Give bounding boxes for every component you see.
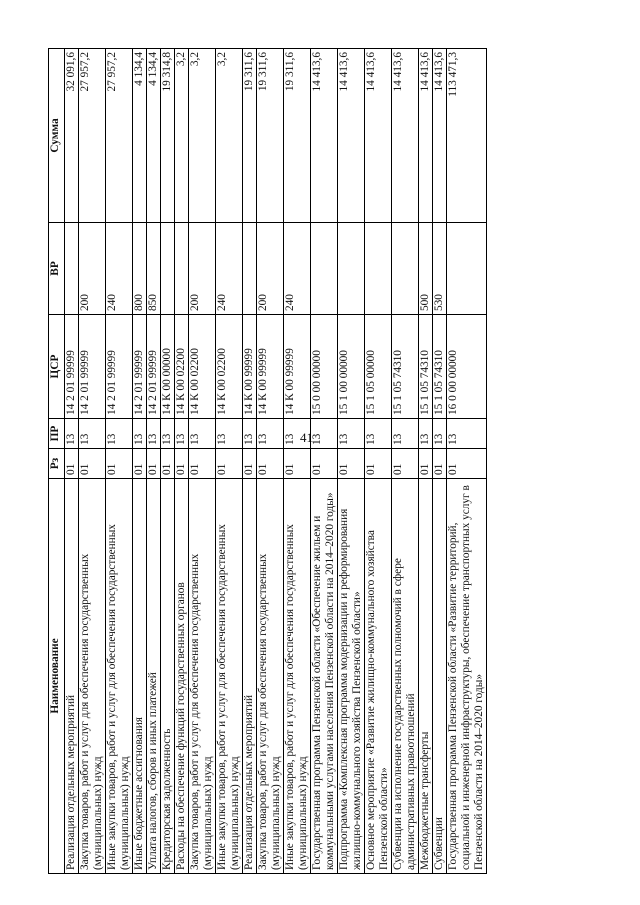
cell-vr: 200 — [189, 223, 216, 315]
cell-name: Основное мероприятие «Развитие жилищно-коммунального хозяйства Пензенской области» — [365, 479, 392, 874]
cell-rz: 01 — [133, 449, 147, 479]
cell-csr: 14 К 00 02200 — [189, 315, 216, 419]
cell-pr: 13 — [447, 419, 487, 449]
cell-sum: 4 134,4 — [147, 49, 161, 223]
cell-rz: 01 — [216, 449, 243, 479]
cell-sum: 3,2 — [216, 49, 243, 223]
cell-rz: 01 — [161, 449, 175, 479]
cell-pr: 13 — [433, 419, 447, 449]
cell-name: Реализация отдельных мероприятий — [65, 479, 79, 874]
header-rz: Рз — [49, 449, 65, 479]
cell-rz: 01 — [311, 449, 338, 479]
cell-name: Закупка товаров, работ и услуг для обеспечения государственных (муниципальных) нужд — [79, 479, 106, 874]
cell-pr: 13 — [284, 419, 311, 449]
cell-vr: 200 — [79, 223, 106, 315]
table-row — [133, 49, 147, 874]
cell-csr: 14 2 01 99999 — [133, 315, 147, 419]
table-row — [284, 49, 311, 874]
cell-rz: 01 — [175, 449, 189, 479]
cell-rz: 01 — [392, 449, 419, 479]
cell-pr: 13 — [392, 419, 419, 449]
cell-pr: 13 — [189, 419, 216, 449]
cell-csr: 15 1 00 00000 — [338, 315, 365, 419]
table-row — [106, 49, 133, 874]
cell-pr: 13 — [175, 419, 189, 449]
cell-vr — [392, 223, 419, 315]
cell-rz: 01 — [65, 449, 79, 479]
cell-vr: 500 — [419, 223, 433, 315]
table-row — [65, 49, 79, 874]
cell-sum: 32 091,6 — [65, 49, 79, 223]
cell-csr: 14 К 00 99999 — [284, 315, 311, 419]
cell-csr: 14 2 01 99999 — [106, 315, 133, 419]
cell-pr: 13 — [106, 419, 133, 449]
table-row — [79, 49, 106, 874]
cell-csr: 15 1 05 00000 — [365, 315, 392, 419]
cell-rz: 01 — [106, 449, 133, 479]
cell-sum: 14 413,6 — [338, 49, 365, 223]
cell-pr: 13 — [419, 419, 433, 449]
cell-rz: 01 — [79, 449, 106, 479]
cell-csr: 14 К 00 02200 — [216, 315, 243, 419]
cell-vr — [365, 223, 392, 315]
cell-name: Подпрограмма «Комплексная программа модернизации и реформирования жилищно-коммунального хозяйства Пензенской области» — [338, 479, 365, 874]
cell-sum: 3,2 — [175, 49, 189, 223]
cell-rz: 01 — [147, 449, 161, 479]
cell-name: Государственная программа Пензенской области «Развитие территорий, социальной и инженерной инфраструктуры, обеспечение транспортных услуг в Пензенской области на 2014–2020 годы» — [447, 479, 487, 874]
table-row — [365, 49, 392, 874]
cell-name: Иные закупки товаров, работ и услуг для обеспечения государственных (муниципальных) нужд — [216, 479, 243, 874]
cell-sum: 4 134,4 — [133, 49, 147, 223]
cell-csr: 15 1 05 74310 — [433, 315, 447, 419]
table-row — [189, 49, 216, 874]
header-pr: ПР — [49, 419, 65, 449]
cell-csr: 15 1 05 74310 — [419, 315, 433, 419]
cell-name: Иные закупки товаров, работ и услуг для обеспечения государственных (муниципальных) нужд — [284, 479, 311, 874]
cell-name: Кредиторская задолженность — [161, 479, 175, 874]
cell-rz: 01 — [257, 449, 284, 479]
cell-sum: 14 413,6 — [433, 49, 447, 223]
cell-name: Субвенции на исполнение государственных полномочий в сфере административных правоотношений — [392, 479, 419, 874]
cell-sum: 14 413,6 — [311, 49, 338, 223]
cell-pr: 13 — [365, 419, 392, 449]
table-row — [311, 49, 338, 874]
cell-csr: 15 1 05 74310 — [392, 315, 419, 419]
cell-name: Иные бюджетные ассигнования — [133, 479, 147, 874]
cell-csr: 14 2 01 99999 — [147, 315, 161, 419]
cell-sum: 113 471,3 — [447, 49, 487, 223]
cell-vr: 240 — [106, 223, 133, 315]
header-vr: ВР — [49, 223, 65, 315]
cell-vr — [161, 223, 175, 315]
cell-pr: 13 — [243, 419, 257, 449]
cell-sum: 3,2 — [189, 49, 216, 223]
cell-csr: 16 0 00 00000 — [447, 315, 487, 419]
table-row — [243, 49, 257, 874]
table-header — [49, 49, 65, 874]
cell-rz: 01 — [284, 449, 311, 479]
cell-vr — [175, 223, 189, 315]
table-row — [175, 49, 189, 874]
cell-name: Закупка товаров, работ и услуг для обеспечения государственных (муниципальных) нужд — [189, 479, 216, 874]
table-row — [257, 49, 284, 874]
table-row — [392, 49, 419, 874]
cell-name: Реализация отдельных мероприятий — [243, 479, 257, 874]
cell-vr — [338, 223, 365, 315]
cell-name: Уплата налогов, сборов и иных платежей — [147, 479, 161, 874]
cell-vr — [65, 223, 79, 315]
table-row — [161, 49, 175, 874]
cell-pr: 13 — [257, 419, 284, 449]
cell-rz: 01 — [419, 449, 433, 479]
cell-csr: 14 К 00 99999 — [257, 315, 284, 419]
cell-vr: 240 — [216, 223, 243, 315]
cell-sum: 14 413,6 — [392, 49, 419, 223]
cell-csr: 14 К 00 99999 — [243, 315, 257, 419]
cell-name: Закупка товаров, работ и услуг для обеспечения государственных (муниципальных) нужд — [257, 479, 284, 874]
cell-rz: 01 — [433, 449, 447, 479]
cell-rz: 01 — [189, 449, 216, 479]
cell-name: Государственная программа Пензенской области «Обеспечение жильем и коммунальными услугами населения Пензенской области на 2014–2020 годы» — [311, 479, 338, 874]
cell-sum: 14 413,6 — [365, 49, 392, 223]
cell-csr: 14 2 01 99999 — [65, 315, 79, 419]
cell-csr: 15 0 00 00000 — [311, 315, 338, 419]
budget-table — [48, 48, 487, 874]
cell-vr — [447, 223, 487, 315]
cell-pr: 13 — [311, 419, 338, 449]
table-row — [419, 49, 433, 874]
cell-sum: 14 413,6 — [419, 49, 433, 223]
cell-vr: 200 — [257, 223, 284, 315]
cell-vr: 240 — [284, 223, 311, 315]
table-row — [216, 49, 243, 874]
cell-sum: 19 311,6 — [243, 49, 257, 223]
cell-csr: 14 К 00 02200 — [175, 315, 189, 419]
cell-name: Субвенции — [433, 479, 447, 874]
cell-pr: 13 — [216, 419, 243, 449]
page-number: 41 — [300, 430, 313, 445]
cell-vr — [243, 223, 257, 315]
cell-vr: 800 — [133, 223, 147, 315]
cell-csr: 14 2 01 99999 — [79, 315, 106, 419]
cell-rz: 01 — [243, 449, 257, 479]
cell-pr: 13 — [65, 419, 79, 449]
cell-pr: 13 — [133, 419, 147, 449]
cell-vr: 850 — [147, 223, 161, 315]
cell-name: Расходы на обеспечение функций государственных органов — [175, 479, 189, 874]
header-name: Наименование — [49, 479, 65, 874]
cell-csr: 14 К 00 00000 — [161, 315, 175, 419]
cell-vr — [311, 223, 338, 315]
cell-sum: 27 957,2 — [106, 49, 133, 223]
cell-rz: 01 — [365, 449, 392, 479]
cell-rz: 01 — [447, 449, 487, 479]
header-sum: Сумма — [49, 49, 65, 223]
cell-rz: 01 — [338, 449, 365, 479]
cell-pr: 13 — [338, 419, 365, 449]
cell-pr: 13 — [79, 419, 106, 449]
cell-pr: 13 — [147, 419, 161, 449]
header-csr: ЦСР — [49, 315, 65, 419]
cell-sum: 19 311,6 — [284, 49, 311, 223]
cell-vr: 530 — [433, 223, 447, 315]
table-row — [433, 49, 447, 874]
cell-name: Межбюджетные трансферты — [419, 479, 433, 874]
cell-sum: 19 311,6 — [257, 49, 284, 223]
cell-sum: 27 957,2 — [79, 49, 106, 223]
table-row — [338, 49, 365, 874]
table-row — [447, 49, 487, 874]
cell-pr: 13 — [161, 419, 175, 449]
table-row — [147, 49, 161, 874]
cell-sum: 19 314,8 — [161, 49, 175, 223]
table-body — [65, 49, 487, 874]
rotated-page-content — [48, 49, 616, 874]
cell-name: Иные закупки товаров, работ и услуг для обеспечения государственных (муниципальных) нужд — [106, 479, 133, 874]
